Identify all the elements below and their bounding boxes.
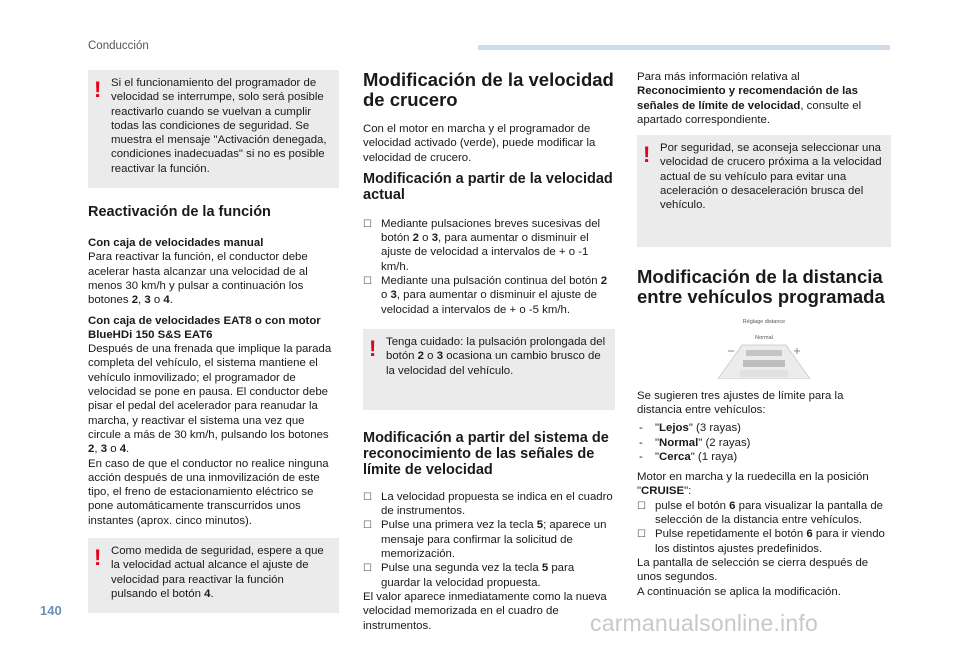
heading-modificacion-distancia: Modificación de la distancia entre vehículos programada <box>637 265 885 307</box>
warning-text <box>386 335 607 378</box>
list-item <box>363 217 615 274</box>
key-label: 6 <box>729 499 736 512</box>
item-text: , para aumentar o disminuir el ajuste de velocidad a intervalos de + o -5 km/h. <box>381 289 597 316</box>
key-label: CRUISE <box>641 485 685 498</box>
key-label: 2 <box>412 232 420 245</box>
list-item: - "Lejos" (3 rayas) <box>639 422 741 435</box>
outro-paragraph: El valor aparece inmediatamente como la nueva velocidad memorizada en el cuadro de instrumentos. <box>363 590 607 632</box>
item-text: para guardar la velocidad propuesta. <box>381 562 575 589</box>
list-item: - "Cerca" (1 raya) <box>639 450 738 463</box>
key-label: 5 <box>541 562 549 575</box>
item-text: ; aparece un mensaje para confirmar la solicitud de memorización. <box>381 519 607 561</box>
item-text: , para aumentar o disminuir el ajuste de velocidad a intervalos de + o -1 km/h. <box>381 232 589 273</box>
motor-paragraph <box>637 470 891 499</box>
warning-text-a: Tenga cuidado: la pulsación prolongada del botón <box>386 335 606 363</box>
item-text: Mediante pulsaciones breves sucesivas del botón <box>381 217 601 245</box>
distance-display-image <box>710 319 818 379</box>
heading-reactivacion: Reactivación de la función <box>88 204 271 221</box>
key-label: 3 <box>431 232 439 245</box>
key-label: 2 <box>131 294 139 307</box>
separator: o <box>150 294 164 307</box>
key-label: 2 <box>88 443 95 456</box>
eat8-paragraph <box>88 314 339 528</box>
warning-text <box>111 544 331 601</box>
key-label: 2 <box>600 275 608 288</box>
key-label: 3 <box>436 350 444 363</box>
motor-text-b: ": <box>684 485 692 498</box>
warning-icon: ! <box>643 142 651 168</box>
column-right <box>637 70 891 603</box>
heading-velocidad-actual: Modificación a partir de la velocidad actual <box>363 170 613 203</box>
list-item <box>363 561 615 590</box>
checkbox-bullet-icon: ☐ <box>363 563 372 575</box>
warning-box <box>88 538 339 613</box>
column-left <box>88 70 339 623</box>
item-text: para ir viendo los distintos ajustes predefinidos. <box>655 528 885 555</box>
section-title: Conducción <box>88 40 149 52</box>
separator: o <box>419 232 432 245</box>
manual-paragraph <box>88 236 339 307</box>
key-label: 2 <box>417 350 425 363</box>
manual-title: Con caja de velocidades manual <box>88 237 264 250</box>
warning-text: Si el funcionamiento del programador de velocidad se interrumpe, solo será posible reactivarlo cuando se vuelvan a cumplir todas las condiciones de seguridad. Se muestra el mensaje "Activación denegada, condiciones inadecuadas" si no es posible reactivar la función. <box>111 77 327 175</box>
info-paragraph <box>637 70 891 127</box>
eat8-text: Después de una frenada que implique la parada completa del vehículo, el sistema mantiene el vehículo inmovilizado; el programador de velocidad se pone en pausa. El conductor debe pisar el pedal del acelerador para reanudar la marcha, y reactivar el sistema una vez que circule a más de 30 km/h, pulsando los botones <box>88 343 332 441</box>
warning-box <box>637 135 891 246</box>
item-text: Pulse repetidamente el botón <box>655 528 807 541</box>
separator: . <box>126 443 130 456</box>
warning-icon: ! <box>94 77 102 102</box>
separator: , <box>138 294 145 307</box>
column-middle <box>363 70 615 637</box>
eat8-text-b: En caso de que el conductor no realice ninguna acción después de una inmovilización de este tipo, el freno de estacionamiento eléctrico se pone automáticamente transcurridos unos instantes (aprox. cinco minutos). <box>88 457 329 527</box>
key-label: 3 <box>144 294 151 307</box>
distance-display-subtitle: Normal <box>755 334 773 341</box>
item-text: Pulse una primera vez la tecla <box>381 519 537 532</box>
key-label: 6 <box>806 528 813 541</box>
road-distance-icon <box>710 319 818 379</box>
final-paragraph: A continuación se aplica la modificación. <box>637 585 841 598</box>
item-text: pulse el botón <box>655 499 730 512</box>
header-bar <box>478 45 890 50</box>
info-bold: Reconocimiento y recomendación de las señales de límite de velocidad <box>637 85 858 112</box>
separator: o <box>381 289 391 302</box>
separator: . <box>210 587 214 600</box>
warning-box <box>363 329 615 410</box>
key-label: 4 <box>204 587 211 600</box>
manual-text: Para reactivar la función, el conductor debe acelerar hasta alcanzar una velocidad de al menos 30 km/h y pulsar a continuación los botones <box>88 251 308 307</box>
key-label: 4 <box>119 443 127 456</box>
warning-icon: ! <box>94 545 102 571</box>
warning-text: Por seguridad, se aconseja seleccionar una velocidad de crucero próxima a la velocidad actual de su vehículo para evitar una aceleración o desaceleración brusca del vehículo. <box>660 142 882 212</box>
checkbox-bullet-icon: ☐ <box>363 218 372 230</box>
warning-text-a: Como medida de seguridad, espere a que la velocidad actual alcance el ajuste de velocidad para reactivar la función pulsando el botón <box>111 545 324 600</box>
eat8-title-line2: BlueHDi 150 S&S EAT6 <box>88 328 213 341</box>
eat8-title-line1: Con caja de velocidades EAT8 o con motor <box>88 314 321 327</box>
list-item <box>363 274 615 317</box>
item-text: La velocidad propuesta se indica en el cuadro de instrumentos. <box>381 490 613 518</box>
key-label: 5 <box>536 519 544 532</box>
separator: . <box>169 294 173 307</box>
key-label: 4 <box>163 294 170 307</box>
option-label: Lejos <box>659 422 689 435</box>
intro-paragraph: Con el motor en marcha y el programador de velocidad activado (verde), puede modificar la velocidad de crucero. <box>363 123 596 164</box>
heading-sistema-reconocimiento: Modificación a partir del sistema de reconocimiento de las señales de límite de velocidad <box>363 429 609 478</box>
checkbox-bullet-icon: ☐ <box>363 520 372 532</box>
info-text-a: Para más información relativa al <box>637 71 800 83</box>
distance-display-title: Réglage distance <box>742 318 786 325</box>
item-text: Mediante una pulsación continua del botón <box>381 275 601 288</box>
closing-paragraph: La pantalla de selección se cierra después de unos segundos. <box>637 556 869 584</box>
separator: o <box>107 443 120 456</box>
list-item <box>363 490 615 519</box>
watermark: carmanualsonline.info <box>590 610 818 636</box>
info-text-b: , consulte el apartado correspondiente. <box>637 99 862 126</box>
warning-box <box>88 70 339 188</box>
checkbox-bullet-icon: ☐ <box>363 276 372 288</box>
warning-text-b: ocasiona un cambio brusco de la velocidad del vehículo. <box>386 350 601 377</box>
item-text: para visualizar la pantalla de selección de la distancia entre vehículos. <box>655 499 883 527</box>
option-note: (1 raya) <box>694 450 738 463</box>
item-text: Pulse una segunda vez la tecla <box>381 562 542 575</box>
option-note: (2 rayas) <box>702 436 751 449</box>
list-item <box>363 518 615 561</box>
motor-text-a: Motor en marcha y la ruedecilla en la posición " <box>637 471 869 498</box>
key-label: 3 <box>390 289 397 302</box>
list-item <box>637 499 891 528</box>
list-item: - "Normal" (2 rayas) <box>639 436 751 449</box>
option-label: Normal <box>659 436 699 449</box>
key-label: 3 <box>100 443 108 456</box>
warning-icon: ! <box>369 335 377 361</box>
option-label: Cerca <box>659 450 691 463</box>
page-number: 140 <box>40 603 62 618</box>
checkbox-bullet-icon: ☐ <box>637 529 646 541</box>
separator: o <box>424 350 437 363</box>
sugieren-paragraph: Se sugieren tres ajustes de límite para la distancia entre vehículos: <box>637 389 844 416</box>
option-note: (3 rayas) <box>692 422 741 435</box>
checkbox-bullet-icon: ☐ <box>637 500 646 512</box>
heading-modificacion-velocidad: Modificación de la velocidad de crucero <box>363 69 614 110</box>
checkbox-bullet-icon: ☐ <box>363 491 372 503</box>
separator: , <box>94 443 101 456</box>
list-item <box>637 527 891 556</box>
